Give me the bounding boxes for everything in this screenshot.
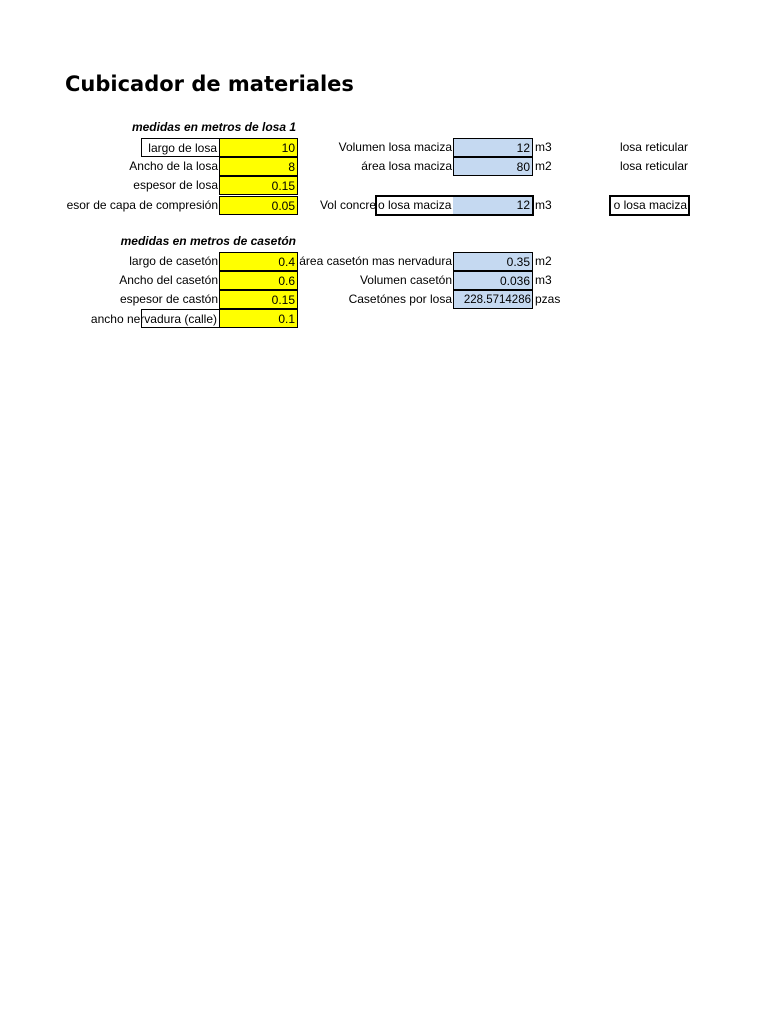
caseton-result-label-count: Casetónes por losa [348,292,452,306]
slab-label-width: Ancho de la losa [129,159,218,173]
slab-label-length: largo de losa [141,138,220,157]
caseton-label-rib-width: ancho nervadura (calle) [141,309,220,328]
caseton-label-thickness: espesor de castón [119,292,218,306]
caseton-input-rib-width[interactable]: 0.1 [219,309,298,328]
caseton-result-value-area: 0.35 [453,252,533,271]
caseton-result-label-area: área casetón mas nervadura [299,254,452,268]
caseton-result-label-volume: Volumen casetón [359,273,452,287]
caseton-input-width[interactable]: 0.6 [219,271,298,290]
slab-input-width[interactable]: 8 [219,157,298,176]
caseton-result-value-volume: 0.036 [453,271,533,290]
result-label-solid-volume: Volumen losa maciza [338,140,452,154]
caseton-label-width: Ancho del casetón [119,273,218,287]
result-label-solid-area: área losa maciza [361,159,452,173]
slab-label-compression-layer: esor de capa de compresión [66,198,218,212]
result-label-concrete-volume: Vol concre [319,198,376,212]
caseton-label-length: largo de casetón [129,254,218,268]
caseton-section-heading: medidas en metros de casetón [120,234,296,248]
right-label-reticular-2: losa reticular [619,159,688,173]
result-value-solid-area: 80 [453,157,533,176]
right-label-reticular-1: losa reticular [619,140,688,154]
slab-section-heading: medidas en metros de losa 1 [131,120,296,134]
caseton-input-length[interactable]: 0.4 [219,252,298,271]
caseton-result-unit-area: m2 [535,254,552,268]
result-unit-solid-volume: m3 [535,140,552,154]
result-value-solid-volume: 12 [453,138,533,157]
result-value-concrete-volume: 12 [453,197,532,214]
page-title: Cubicador de materiales [65,72,354,96]
slab-input-thickness[interactable]: 0.15 [219,176,298,195]
right-label-solid-slab: o losa maciza [609,195,690,216]
caseton-result-unit-volume: m3 [535,273,552,287]
slab-input-compression-layer[interactable]: 0.05 [219,196,298,215]
result-unit-concrete-volume: m3 [535,198,552,212]
result-unit-solid-area: m2 [535,159,552,173]
caseton-input-thickness[interactable]: 0.15 [219,290,298,309]
result-label-concrete-volume-boxed: o losa maciza [378,198,452,212]
slab-input-length[interactable]: 10 [219,138,298,157]
caseton-result-unit-count: pzas [535,292,561,306]
slab-label-thickness: espesor de losa [133,178,218,192]
caseton-result-value-count: 228.5714286 [453,290,533,309]
